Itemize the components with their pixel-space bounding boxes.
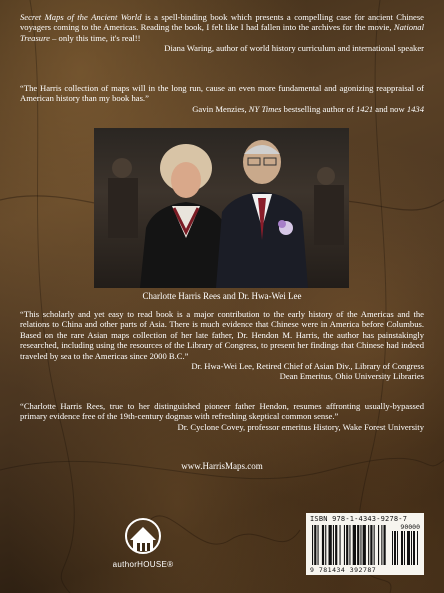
isbn-barcode <box>306 513 424 575</box>
price-barcode-bar <box>394 531 396 565</box>
quote-2-text: “The Harris collection of maps will in the long run, cause an even more fundamental and agonizing reappraisal of American history than my book has.” <box>20 83 424 104</box>
price-barcode-bar <box>401 531 403 565</box>
barcode-bar <box>378 525 379 565</box>
review-quote-1 <box>20 12 424 54</box>
price-barcode-bar <box>397 531 398 565</box>
barcode-bar <box>329 525 332 565</box>
barcode-bar <box>363 525 366 565</box>
barcode-bar <box>360 525 361 565</box>
quote-2-attribution: Gavin Menzies, NY Times bestselling author of 1421 and now 1434 <box>192 103 424 114</box>
authorhouse-logo <box>108 518 178 578</box>
barcode-bar <box>384 525 386 565</box>
quote-3-attribution-line-2: Dean Emeritus, Ohio University Libraries <box>279 371 424 382</box>
price-barcode-bar <box>413 531 415 565</box>
ean-digits: 9 781434 392787 <box>310 566 377 574</box>
barcode-bar <box>314 525 316 565</box>
quote-4-attribution: Dr. Cyclone Covey, professor emeritus History, Wake Forest University <box>177 421 424 432</box>
publisher-name: authorHOUSE® <box>112 560 174 569</box>
barcode-bar <box>370 525 372 565</box>
photo-caption: Charlotte Harris Rees and Dr. Hwa-Wei Lee <box>142 291 302 301</box>
barcode-bar <box>357 525 359 565</box>
quote-1-text: Secret Maps of the Ancient World is a spell-binding book which presents a compelling case for ancient Chinese voyagers coming to the Americas. Reading the book, I felt like I had fallen into the archives for the movie, National Treasure – only this time, it's real!! <box>20 12 424 43</box>
quote-1-attribution: Diana Waring, author of world history curriculum and international speaker <box>164 43 424 54</box>
review-quote-3 <box>20 309 424 382</box>
author-photo <box>94 128 349 288</box>
review-quote-2 <box>20 83 424 114</box>
barcode-bar <box>318 525 319 565</box>
price-barcode-bar <box>392 531 393 565</box>
barcode-bar <box>353 525 356 565</box>
quote-3-attribution-line-1: Dr. Hwa-Wei Lee, Retired Chief of Asian Div., Library of Congress <box>191 361 424 372</box>
house-logo-icon <box>108 518 178 560</box>
barcode-bar <box>381 525 382 565</box>
barcode-bar <box>322 525 324 565</box>
photo-illustration <box>94 128 349 288</box>
price-barcode-bar <box>417 531 418 565</box>
barcode-bar <box>325 525 326 565</box>
website-url[interactable]: www.HarrisMaps.com <box>181 461 263 471</box>
barcode-bar <box>335 525 337 565</box>
quote-4-text: “Charlotte Harris Rees, true to her distinguished pioneer father Hendon, resumes affronting usually-bypassed primary evidence free of the 19th-century dogmas with refreshing skeptical common sense.” <box>20 401 424 422</box>
isbn-number: ISBN 978-1-4343-9278-7 <box>310 515 408 523</box>
price-barcode-bar <box>407 531 410 565</box>
barcode-bar <box>340 525 341 565</box>
quote-3-text: “This scholarly and yet easy to read book is a major contribution to the early history of the Americas and the relations to China and other parts of Asia. There is much evidence that Chinese were in America before Columbus. Based on the rare Asian maps collection of her late father, Dr. Hendon M. Harris, the author has painstakingly researched, including using the resources of the Library of Congress, to present her findings that Chinese had indeed traveled by sea to the Americas since 2000 B.C.” <box>20 309 424 361</box>
review-quote-4 <box>20 401 424 432</box>
barcode-bar <box>333 525 334 565</box>
barcode-bar <box>349 525 350 565</box>
price-barcode-bar <box>404 531 405 565</box>
price-barcode-bar <box>411 531 412 565</box>
movie-title: National Treasure <box>20 22 424 43</box>
barcode-bar <box>346 525 348 565</box>
barcode-bar <box>312 525 313 565</box>
book-title: Secret Maps of the Ancient World <box>20 12 142 22</box>
price-code: 90000 <box>400 523 420 531</box>
barcode-bar <box>374 525 375 565</box>
barcode-bar <box>344 525 345 565</box>
barcode-bar <box>368 525 369 565</box>
